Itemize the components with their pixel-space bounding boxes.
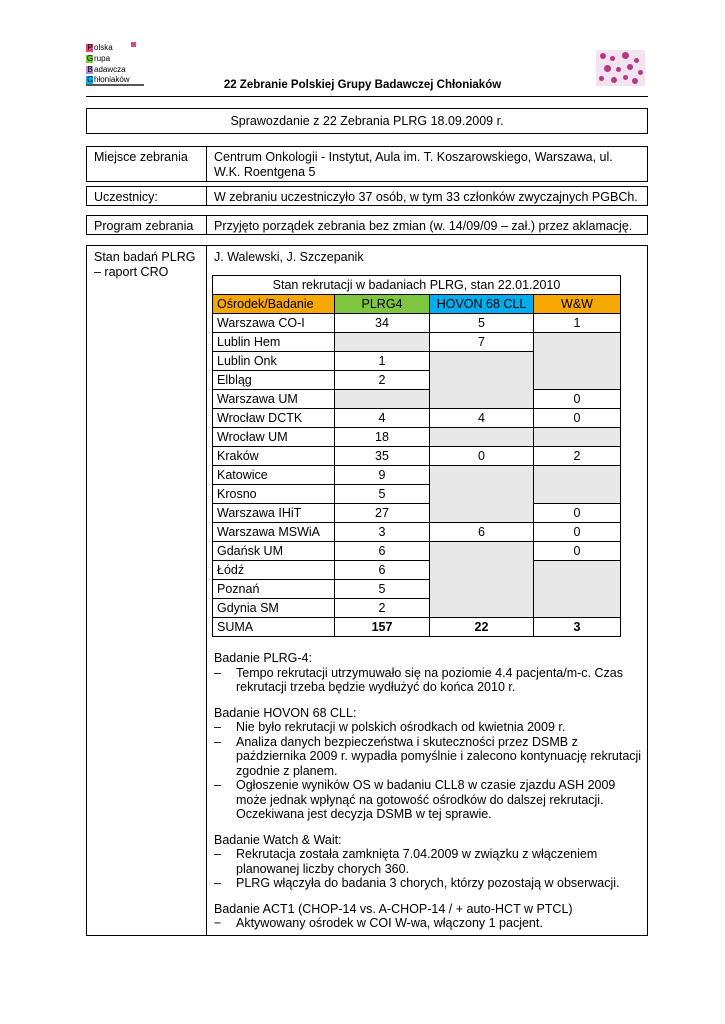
list-item bbox=[214, 876, 644, 891]
header-title: 22 Zebranie Polskiej Grupy Badawczej Chłoniaków bbox=[223, 79, 502, 91]
table-cell: 5 bbox=[335, 485, 430, 504]
table-cell: 2 bbox=[534, 447, 621, 466]
table-cell: 1 bbox=[534, 314, 621, 333]
list-item bbox=[214, 666, 644, 695]
participants-value: W zebraniu uczestniczyło 37 osób, w tym 33 członków zwyczajnych PGBCh. bbox=[214, 190, 638, 204]
table-cell: Elbląg bbox=[213, 371, 335, 390]
table-row bbox=[213, 504, 621, 523]
table-cell: Warszawa UM bbox=[213, 390, 335, 409]
logo-letter: B bbox=[87, 65, 93, 74]
bullet-dash: – bbox=[214, 665, 221, 680]
logo-letter: P bbox=[87, 43, 93, 52]
plrg4-heading: Badanie PLRG-4: bbox=[214, 651, 312, 665]
program-label: Program zebrania bbox=[94, 219, 194, 233]
table-row bbox=[213, 466, 621, 485]
table-cell: Lublin Onk bbox=[213, 352, 335, 371]
table-cell bbox=[534, 561, 621, 618]
table-row bbox=[213, 333, 621, 352]
main-divider bbox=[206, 245, 207, 936]
table-cell: Warszawa IHiT bbox=[213, 504, 335, 523]
list-item-text: Aktywowany ośrodek w COI W-wa, włączony 1 pacjent. bbox=[236, 916, 543, 930]
table-cell: 3 bbox=[335, 523, 430, 542]
ww-heading: Badanie Watch & Wait: bbox=[214, 832, 342, 847]
table-cell: 0 bbox=[534, 409, 621, 428]
col-header-plrg4: PLRG4 bbox=[335, 295, 430, 314]
table-cell bbox=[430, 428, 534, 447]
table-cell: 1 bbox=[335, 352, 430, 371]
program-value: Przyjęto porządek zebrania bez zmian (w. 14/09/09 – zał.) przez aklamację. bbox=[214, 219, 633, 233]
table-cell bbox=[335, 390, 430, 409]
table-cell: 2 bbox=[335, 371, 430, 390]
report-title: Sprawozdanie z 22 Zebrania PLRG 18.09.2009 r. bbox=[86, 108, 648, 134]
list-item-text: Nie było rekrutacji w polskich ośrodkach od kwietnia 2009 r. bbox=[236, 720, 566, 734]
logo-word: adawcza bbox=[94, 65, 126, 74]
logo-line-1 bbox=[86, 42, 146, 53]
table-cell: 27 bbox=[335, 504, 430, 523]
authors: J. Walewski, J. Szczepanik bbox=[214, 250, 364, 264]
header-rule bbox=[86, 96, 648, 97]
table-cell: Gdynia SM bbox=[213, 599, 335, 618]
logo-word: olska bbox=[94, 43, 113, 52]
table-cell: 34 bbox=[335, 314, 430, 333]
table-row bbox=[213, 561, 621, 580]
table-cell: Wrocław DCTK bbox=[213, 409, 335, 428]
table-cell: Lublin Hem bbox=[213, 333, 335, 352]
col-header-ww: W&W bbox=[534, 295, 621, 314]
list-item-text: Rekrutacja została zamknięta 7.04.2009 w związku z włączeniem planowanej liczby chorych 360. bbox=[236, 847, 598, 876]
col-header-center: Ośrodek/Badanie bbox=[213, 295, 335, 314]
table-cell: 7 bbox=[430, 333, 534, 352]
hovon-heading: Badanie HOVON 68 CLL: bbox=[214, 705, 357, 720]
table-cell: 0 bbox=[534, 542, 621, 561]
program-row bbox=[86, 215, 648, 235]
table-cell: 3 bbox=[534, 618, 621, 637]
table-caption: Stan rekrutacji w badaniach PLRG, stan 22.01.2010 bbox=[213, 276, 621, 295]
table-row bbox=[213, 542, 621, 561]
bullet-dash: – bbox=[214, 876, 221, 890]
table-cell: SUMA bbox=[213, 618, 335, 637]
participants-label: Uczestnicy: bbox=[94, 190, 158, 204]
table-cell: Krosno bbox=[213, 485, 335, 504]
table-cell: Warszawa MSWiA bbox=[213, 523, 335, 542]
table-cell bbox=[534, 428, 621, 447]
logo-line-2 bbox=[86, 53, 146, 64]
table-cell: 9 bbox=[335, 466, 430, 485]
bullet-dash: – bbox=[214, 778, 221, 792]
table-cell: Łódź bbox=[213, 561, 335, 580]
table-row bbox=[213, 314, 621, 333]
act1-heading: Badanie ACT1 (CHOP-14 vs. A-CHOP-14 / + auto-HCT w PTCL) bbox=[214, 901, 573, 916]
table-cell bbox=[430, 352, 534, 409]
list-item-text: Analiza danych bezpieczeństwa i skuteczności przez DSMB z października 2009 r. wypadła pomyślnie i zalecono kontynuację rekrutacji zgodnie z planem. bbox=[236, 734, 642, 778]
table-cell: Warszawa CO-I bbox=[213, 314, 335, 333]
table-cell: 4 bbox=[335, 409, 430, 428]
table-cell: 18 bbox=[335, 428, 430, 447]
table-row bbox=[213, 390, 621, 409]
list-item-text: Ogłoszenie wyników OS w badaniu CLL8 w czasie zjazdu ASH 2009 może jednak wpłynąć na gotowość ośrodków do dalszej rekrutacji. Oczekiwana jest decyzja DSMB w tej sprawie. bbox=[236, 778, 616, 821]
table-cell: Wrocław UM bbox=[213, 428, 335, 447]
bullet-dash: – bbox=[214, 847, 221, 861]
table-cell bbox=[335, 333, 430, 352]
list-item bbox=[214, 720, 644, 735]
list-item-text: Tempo rekrutacji utrzymuwało się na poziomie 4.4 pacjenta/m-c. Czas rekrutacji trzeba będzie wydłużyć do końca 2010 r. bbox=[236, 665, 623, 694]
list-item bbox=[214, 735, 644, 779]
bullet-dash: – bbox=[214, 734, 221, 749]
table-cell: 6 bbox=[335, 542, 430, 561]
table-cell: 6 bbox=[335, 561, 430, 580]
table-cell: 0 bbox=[534, 504, 621, 523]
table-cell bbox=[430, 466, 534, 523]
place-label: Miejsce zebrania bbox=[94, 150, 188, 164]
recruitment-table bbox=[212, 275, 621, 637]
table-cell: 0 bbox=[430, 447, 534, 466]
participants-row bbox=[86, 186, 648, 206]
table-cell: 35 bbox=[335, 447, 430, 466]
table-cell: 5 bbox=[430, 314, 534, 333]
table-cell: Kraków bbox=[213, 447, 335, 466]
table-cell: 4 bbox=[430, 409, 534, 428]
study-notes bbox=[214, 651, 644, 931]
list-item bbox=[214, 847, 644, 876]
table-cell: 2 bbox=[335, 599, 430, 618]
logo-letter: C bbox=[87, 75, 93, 84]
table-cell: Poznań bbox=[213, 580, 335, 599]
table-sum-row bbox=[213, 618, 621, 637]
logo-word: rupa bbox=[94, 54, 111, 63]
logo-word: hłoniaków bbox=[94, 75, 130, 84]
microscopy-image bbox=[596, 50, 645, 86]
study-status-label: Stan badań PLRG – raport CRO bbox=[94, 250, 196, 279]
table-row bbox=[213, 523, 621, 542]
list-item bbox=[214, 916, 644, 931]
place-row bbox=[86, 146, 648, 182]
list-item-text: PLRG włączyła do badania 3 chorych, którzy pozostają w obserwacji. bbox=[236, 876, 620, 890]
table-cell bbox=[430, 542, 534, 618]
table-cell: Katowice bbox=[213, 466, 335, 485]
table-row bbox=[213, 428, 621, 447]
table-row bbox=[213, 447, 621, 466]
logo-letter: G bbox=[86, 54, 94, 63]
col-header-hovon: HOVON 68 CLL bbox=[430, 295, 534, 314]
list-item bbox=[214, 778, 644, 822]
table-row bbox=[213, 409, 621, 428]
table-cell: 157 bbox=[335, 618, 430, 637]
table-cell bbox=[534, 333, 621, 390]
bullet-dash: – bbox=[214, 720, 221, 734]
table-cell: Gdańsk UM bbox=[213, 542, 335, 561]
table-cell: 0 bbox=[534, 390, 621, 409]
place-value: Centrum Onkologii - Instytut, Aula im. T. Koszarowskiego, Warszawa, ul. W.K. Roentgena 5 bbox=[214, 150, 613, 179]
table-cell: 6 bbox=[430, 523, 534, 542]
table-cell: 22 bbox=[430, 618, 534, 637]
table-cell: 5 bbox=[335, 580, 430, 599]
bullet-dash: − bbox=[214, 916, 222, 930]
table-cell: 0 bbox=[534, 523, 621, 542]
logo-accent-dot bbox=[131, 42, 136, 47]
table-cell bbox=[534, 466, 621, 504]
